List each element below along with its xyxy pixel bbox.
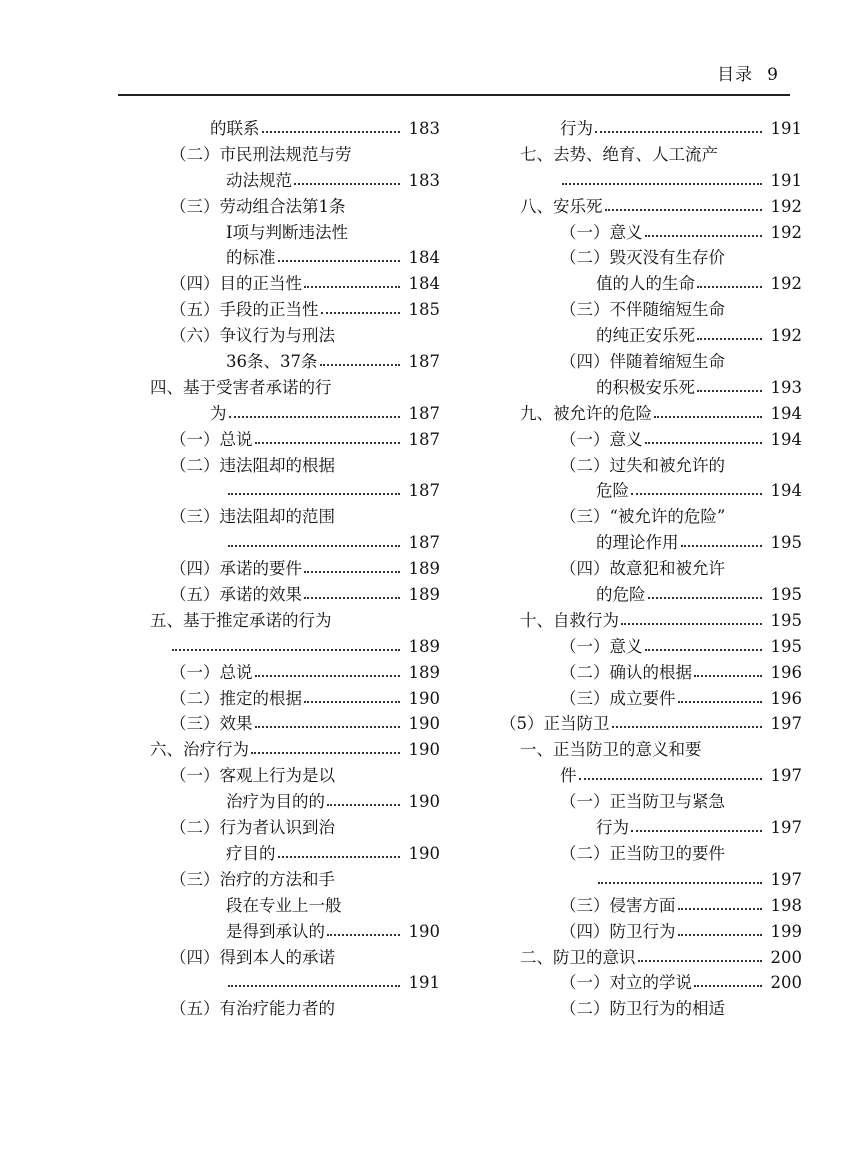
toc-entry-title: （四）目的正当性 [170,274,302,294]
toc-entry-title: 是得到承认的 [226,921,325,941]
toc-entry-title: （一）总说 [170,429,253,449]
toc-entry-title: 治疗为目的的 [226,792,325,812]
toc-entry [500,711,802,737]
toc-leader-dots [327,785,400,806]
toc-entry-page: 184 [408,274,440,294]
toc-leader-dots [638,941,763,962]
toc-entry-page: 189 [408,636,440,656]
toc-entry-title: 行为 [560,119,593,138]
toc-leader-dots [255,423,401,444]
toc-leader-dots [228,474,400,495]
toc-leader-dots [262,112,401,133]
toc-leader-dots [562,164,762,185]
toc-entry-title: 为 [210,403,227,423]
toc-leader-dots [255,707,401,728]
toc-entry-page: 183 [408,170,440,190]
toc-leader-dots [697,371,762,392]
toc-entry-title: （一）意义 [560,636,643,656]
toc-leader-dots [645,216,763,237]
toc-entry-title: （四）防卫行为 [560,921,676,941]
toc-entry [500,530,802,556]
toc-entry-title: 的理论作用 [596,533,679,553]
toc-leader-dots [621,604,762,625]
toc-entry [150,297,440,323]
toc-entry-title: 九、被允许的危险 [520,403,652,423]
toc-entry [150,194,440,220]
toc-entry-page: 195 [770,585,802,605]
toc-entry-page: 196 [770,662,802,682]
toc-entry-title: 的联系 [210,119,260,138]
toc-entry-title: Ⅰ项与判断违法性 [226,222,349,242]
toc-entry [150,427,440,453]
toc-entry-page: 187 [408,481,440,501]
toc-entry [500,427,802,453]
toc-entry-page: 190 [408,740,440,760]
toc-entry-title: （三）成立要件 [560,688,676,708]
toc-leader-dots [304,267,400,288]
toc-entry-page: 195 [770,636,802,656]
toc-entry [150,789,440,815]
toc-entry-title: 七、去势、绝育、人工流产 [520,144,718,164]
toc-entry-title: （三）不伴随缩短生命 [560,300,725,320]
toc-entry-title: （二）过失和被允许的 [560,455,725,475]
toc-entry-page: 187 [408,533,440,553]
toc-entry [150,919,440,945]
toc-entry-title: 二、防卫的意识 [520,947,636,967]
toc-entry-title: 五、基于推定承诺的行为 [150,610,332,630]
toc-leader-dots [612,707,763,728]
toc-entry-title: 的纯正安乐死 [596,326,695,346]
toc-entry [150,867,440,893]
toc-entry-title: 的危险 [596,585,646,605]
toc-entry [500,271,802,297]
toc-entry-title: （二）正当防卫的要件 [560,843,725,863]
toc-entry-page: 198 [770,895,802,915]
toc-entry-title: （三）“被允许的危险” [560,507,726,527]
toc-entry-page: 190 [408,688,440,708]
toc-leader-dots [678,889,763,910]
toc-entry-page: 190 [408,714,440,734]
toc-entry-page: 191 [770,170,802,190]
toc-entry-page: 195 [770,533,802,553]
toc-leader-dots [697,267,762,288]
toc-entry-title: 行为 [596,818,629,838]
toc-leader-dots [228,966,400,987]
toc-entry [500,116,802,142]
toc-leader-dots [645,630,763,651]
toc-entry-page: 193 [770,377,802,397]
toc-entry-page: 192 [770,326,802,346]
toc-leader-dots [255,656,401,677]
toc-entry [150,737,440,763]
toc-leader-dots [648,578,763,599]
toc-entry-title: （二）行为者认识到治 [170,818,335,838]
toc-entry-page: 189 [408,585,440,605]
toc-entry-page: 185 [408,300,440,320]
toc-entry-page: 194 [770,481,802,501]
toc-entry-title: （一）正当防卫与紧急 [560,792,725,812]
toc-entry [500,220,802,246]
toc-leader-dots [172,630,400,651]
toc-entry-page: 200 [770,947,802,967]
toc-leader-dots [631,474,762,495]
toc-entry-title: （二）推定的根据 [170,688,302,708]
toc-entry [500,763,802,789]
toc-entry [150,116,440,142]
toc-entry-title: （五）承诺的效果 [170,585,302,605]
toc-entry-page: 183 [408,119,440,138]
toc-entry-title: 段在专业上一般 [226,895,342,915]
toc-entry-title: 动法规范 [226,170,292,190]
toc-entry-title: （五）有治疗能力者的 [170,999,335,1019]
toc-entry-title: （一）意义 [560,222,643,242]
toc-entry-title: （一）对立的学说 [560,973,692,993]
toc-entry-title: 四、基于受害者承诺的行 [150,377,332,397]
toc-entry-title: （二）防卫行为的相适 [560,999,725,1019]
toc-leader-dots [251,733,400,754]
toc-entry-title: （六）争议行为与刑法 [170,326,335,346]
toc-entry [500,323,802,349]
toc-entry-page: 192 [770,196,802,216]
toc-leader-dots [278,837,401,858]
toc-leader-dots [321,293,401,314]
toc-entry-page: 197 [770,714,802,734]
toc-entry-title: （5）正当防卫 [500,714,610,734]
toc-leader-dots [579,759,763,780]
toc-entry-title: 件 [560,766,577,786]
toc-entry [150,349,440,375]
toc-leader-dots [694,966,762,987]
toc-leader-dots [294,164,400,185]
toc-entry-title: 十、自救行为 [520,610,619,630]
toc-entry-page: 190 [408,921,440,941]
toc-leader-dots [678,682,763,703]
header-page-number: 9 [767,65,779,85]
toc-entry-title: （一）客观上行为是以 [170,766,335,786]
toc-entry-title: （三）治疗的方法和手 [170,869,335,889]
toc-leader-dots [304,578,400,599]
toc-entry-title: （二）确认的根据 [560,662,692,682]
toc-entry-page: 184 [408,248,440,268]
toc-entry-title: （三）违法阻却的范围 [170,507,335,527]
toc-entry [150,996,440,1022]
toc-entry [150,582,440,608]
toc-leader-dots [694,656,762,677]
toc-entry [500,815,802,841]
toc-leader-dots [327,915,400,936]
toc-leader-dots [631,811,762,832]
toc-leader-dots [605,190,763,211]
toc-leader-dots [229,397,401,418]
toc-entry-page: 197 [770,869,802,889]
header-rule [118,94,790,96]
toc-entry-page: 199 [770,921,802,941]
toc-leader-dots [697,319,762,340]
toc-entry [500,478,802,504]
toc-left-column [150,116,440,1022]
toc-entry-title: 六、治疗行为 [150,740,249,760]
toc-entry-title: （二）违法阻却的根据 [170,455,335,475]
toc-entry-page: 187 [408,403,440,423]
toc-entry-page: 191 [770,119,802,138]
toc-entry-title: 八、安乐死 [520,196,603,216]
toc-leader-dots [681,526,763,547]
toc-entry-title: （四）得到本人的承诺 [170,947,335,967]
toc-entry-title: （三）劳动组合法第1条 [170,196,346,216]
toc-entry-page: 197 [770,766,802,786]
toc-entry-title: （三）侵害方面 [560,895,676,915]
toc-entry-title: 36条、37条 [226,352,318,372]
toc-leader-dots [228,526,400,547]
toc-leader-dots [598,863,762,884]
toc-entry-title: 危险 [596,481,629,501]
toc-entry-page: 190 [408,843,440,863]
toc-entry-page: 195 [770,610,802,630]
toc-leader-dots [654,397,762,418]
toc-entry-title: （二）市民刑法规范与劳 [170,144,352,164]
toc-entry-page: 192 [770,274,802,294]
toc-entry-page: 200 [770,973,802,993]
toc-entry-title: （四）伴随着缩短生命 [560,352,725,372]
toc-leader-dots [304,682,400,703]
toc-entry-page: 197 [770,818,802,838]
running-header [717,60,779,85]
toc-entry-title: 疗目的 [226,843,276,863]
toc-entry-title: （三）效果 [170,714,253,734]
toc-entry-title: 值的人的生命 [596,274,695,294]
toc-entry [500,970,802,996]
toc-entry-page: 196 [770,688,802,708]
toc-entry [150,478,440,504]
toc-entry-title: （二）毁灭没有生存价 [560,248,725,268]
toc-entry [500,996,802,1022]
toc-entry-title: （四）故意犯和被允许 [560,559,725,579]
toc-entry-page: 187 [408,429,440,449]
toc-entry-page: 194 [770,429,802,449]
toc-entry [150,168,440,194]
toc-entry-title: （一）总说 [170,662,253,682]
toc-entry-title: 的标准 [226,248,276,268]
toc-entry [150,841,440,867]
toc-leader-dots [595,112,762,133]
toc-entry-title: （四）承诺的要件 [170,559,302,579]
toc-leader-dots [278,241,401,262]
toc-entry-page: 192 [770,222,802,242]
toc-leader-dots [678,915,763,936]
toc-entry-page: 187 [408,352,440,372]
toc-entry-title: 的积极安乐死 [596,377,695,397]
header-title: 目录 [717,65,754,85]
toc-right-column [500,116,802,1022]
toc-entry-title: （一）意义 [560,429,643,449]
toc-entry [150,970,440,996]
toc-entry-page: 194 [770,403,802,423]
toc-entry-page: 191 [408,973,440,993]
toc-entry-title: 一、正当防卫的意义和要 [520,740,702,760]
toc-entry-page: 189 [408,559,440,579]
toc-entry-page: 190 [408,792,440,812]
toc-leader-dots [320,345,401,366]
toc-entry-page: 189 [408,662,440,682]
toc-leader-dots [645,423,763,444]
toc-entry-title: （五）手段的正当性 [170,300,319,320]
toc-leader-dots [304,552,400,573]
